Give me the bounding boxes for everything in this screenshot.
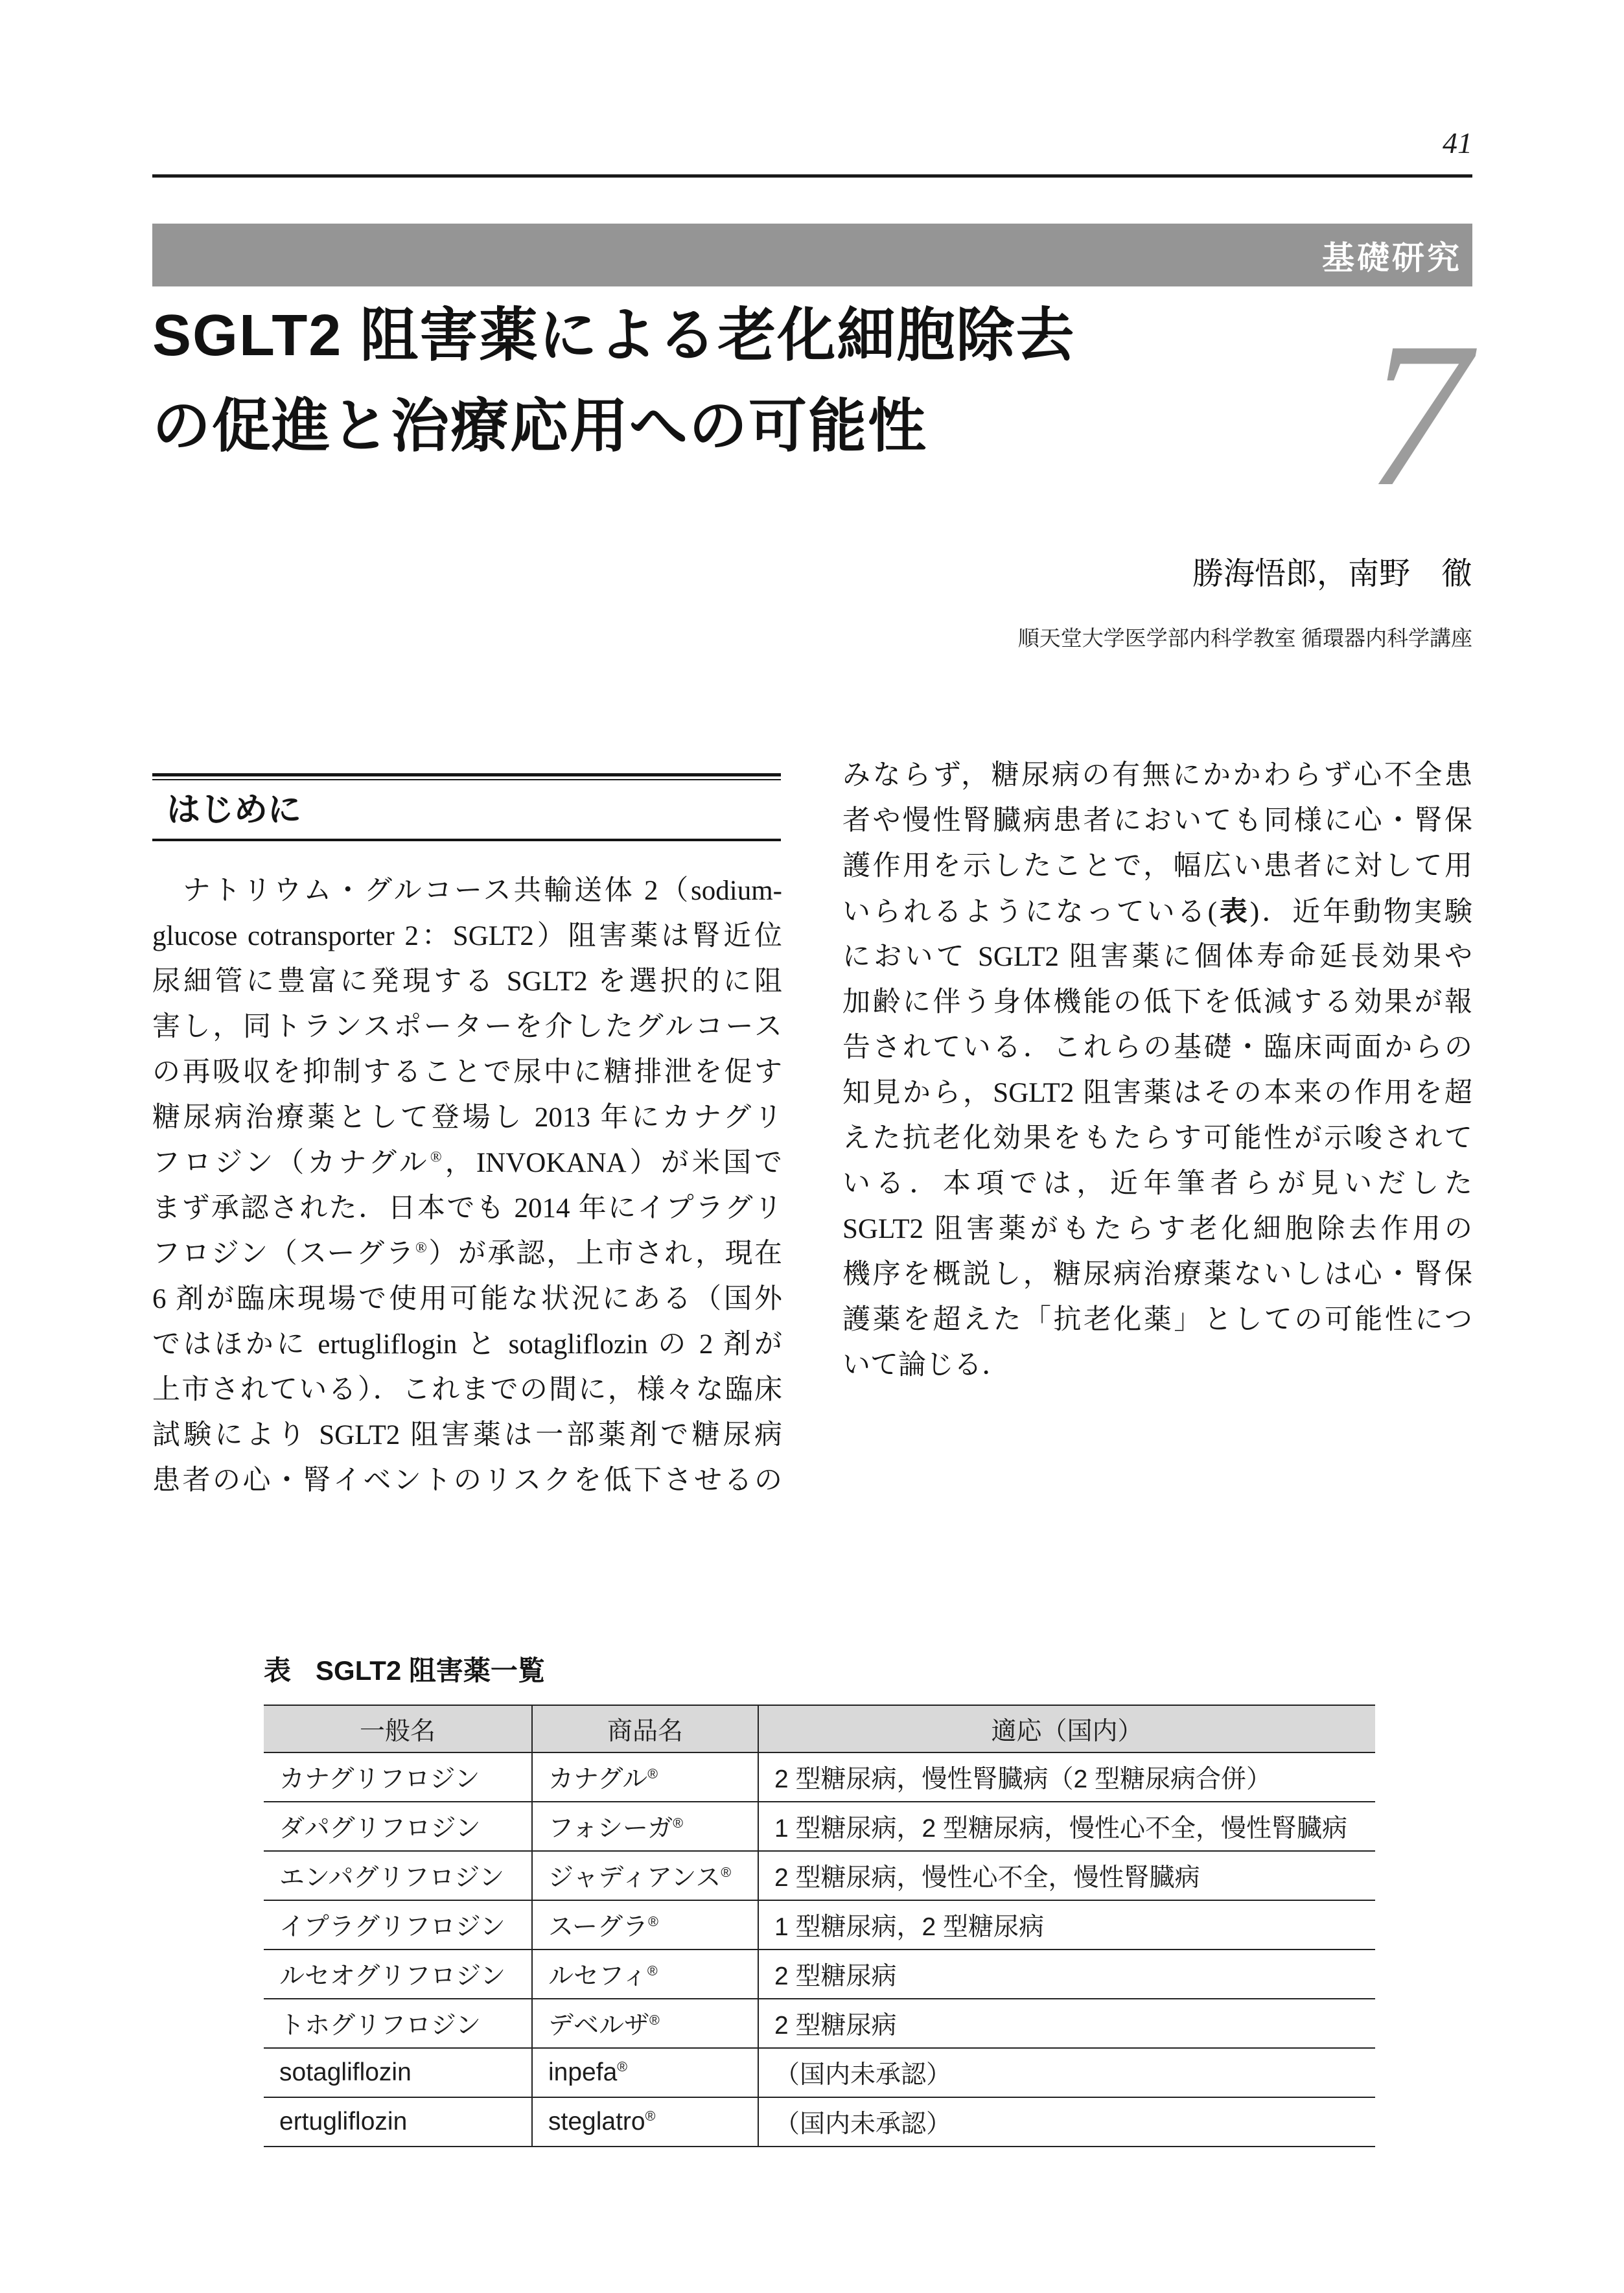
brand-name-text: inpefa	[548, 2058, 618, 2086]
text-segment: 6 剤が臨床現場で使用可能な状況にある（国外	[152, 1284, 782, 1314]
cell-brand-name	[532, 2097, 758, 2147]
text-line-right	[842, 1343, 1472, 1388]
table-row	[264, 1752, 1375, 1802]
text-segment: 知見から，SGLT2 阻害薬はその本来の作用を超	[842, 1078, 1472, 1108]
table-row	[264, 1900, 1375, 1950]
registered-mark: ®	[430, 1148, 442, 1166]
registered-mark: ®	[647, 1766, 658, 1782]
registered-mark: ®	[415, 1239, 427, 1257]
chapter-number: 7	[1366, 300, 1470, 530]
registered-mark: ®	[645, 2108, 656, 2124]
table-reference-bold: 表	[1216, 896, 1250, 927]
cell-brand-name	[532, 1900, 758, 1950]
cell-generic-name: ertugliflozin	[264, 2097, 532, 2147]
table-caption-title: SGLT2 阻害薬一覧	[316, 1655, 545, 1686]
body-column-right	[842, 753, 1472, 1388]
registered-mark: ®	[647, 1963, 658, 1979]
article-title	[152, 290, 1319, 472]
text-line-left	[152, 1141, 782, 1186]
page-number: 41	[1443, 126, 1472, 159]
text-line-right	[842, 798, 1472, 844]
text-segment: )．近年動物実験	[1249, 897, 1472, 927]
category-badge-bar	[152, 224, 1472, 286]
text-segment: 試験により SGLT2 阻害薬は一部薬剤で糖尿病	[152, 1420, 782, 1450]
table-row	[264, 1851, 1375, 1900]
text-line-right	[842, 1298, 1472, 1343]
text-line-left	[152, 1095, 782, 1141]
cell-generic-name: ルセオグリフロジン	[264, 1950, 532, 1999]
text-line-right	[842, 1116, 1472, 1161]
affiliation: 順天堂大学医学部内科学教室 循環器内科学講座	[1017, 627, 1472, 651]
header-rule	[152, 174, 1472, 178]
text-line-right	[842, 1161, 1472, 1207]
cell-brand-name	[532, 1851, 758, 1900]
text-line-right	[842, 1025, 1472, 1071]
category-badge-label: 基礎研究	[1322, 239, 1462, 276]
text-segment: 害し，同トランスポーターを介したグルコース	[152, 1012, 782, 1042]
cell-indication: （国内未承認）	[758, 2048, 1375, 2097]
table-row	[264, 2097, 1375, 2147]
text-segment: 機序を概説し，糖尿病治療薬ないしは心・腎保	[842, 1259, 1472, 1290]
registered-mark: ®	[721, 1865, 732, 1880]
text-segment: 護薬を超えた「抗老化薬」としての可能性につ	[842, 1305, 1472, 1335]
table-caption	[264, 1654, 545, 1688]
text-line-right	[842, 1071, 1472, 1116]
table-header-cell: 商品名	[532, 1705, 758, 1752]
sglt2-inhibitor-table	[264, 1705, 1375, 2147]
text-segment: 護作用を示したことで，幅広い患者に対して用	[842, 851, 1472, 881]
cell-indication: 2 型糖尿病	[758, 1999, 1375, 2048]
table-header-cell: 適応（国内）	[758, 1705, 1375, 1752]
text-line-left	[152, 1277, 782, 1322]
brand-name-text: ルセフィ	[548, 1962, 647, 1990]
cell-indication: 2 型糖尿病，慢性腎臓病（2 型糖尿病合併）	[758, 1752, 1375, 1802]
text-line-left	[152, 1231, 782, 1277]
text-segment: ，INVOKANA）が米国で	[441, 1148, 782, 1178]
cell-generic-name: sotagliflozin	[264, 2048, 532, 2097]
cell-generic-name: ダパグリフロジン	[264, 1802, 532, 1851]
text-segment: において SGLT2 阻害薬に個体寿命延長効果や	[842, 942, 1472, 972]
table-row	[264, 1950, 1375, 1999]
text-line-left	[152, 868, 782, 914]
text-segment: ではほかに ertugliflogin と sotagliflozin の 2 剤が	[152, 1329, 782, 1360]
text-line-left	[152, 1322, 782, 1368]
text-segment: 者や慢性腎臓病患者においても同様に心・腎保	[842, 806, 1472, 836]
cell-indication: 1 型糖尿病，2 型糖尿病	[758, 1900, 1375, 1950]
section-heading-block	[152, 773, 781, 841]
registered-mark: ®	[617, 2059, 628, 2075]
text-segment: 糖尿病治療薬として登場し 2013 年にカナグリ	[152, 1102, 782, 1133]
table-header-row	[264, 1705, 1375, 1752]
registered-mark: ®	[649, 2012, 660, 2028]
article-title-line1: SGLT2 阻害薬による老化細胞除去	[152, 303, 1076, 368]
text-line-right	[842, 1207, 1472, 1252]
text-segment: みならず，糖尿病の有無にかかわらず心不全患	[842, 760, 1472, 791]
text-line-left	[152, 1005, 782, 1050]
brand-name-text: スーグラ	[548, 1913, 649, 1941]
text-line-right	[842, 889, 1472, 935]
text-line-right	[842, 935, 1472, 980]
cell-indication: 1 型糖尿病，2 型糖尿病，慢性心不全，慢性腎臓病	[758, 1802, 1375, 1851]
body-column-left	[152, 868, 782, 1504]
registered-mark: ®	[673, 1815, 684, 1831]
text-segment: 尿細管に豊富に発現する SGLT2 を選択的に阻	[152, 966, 782, 997]
text-line-right	[842, 980, 1472, 1025]
section-rule-bottom	[152, 839, 781, 841]
text-segment: の再吸収を抑制することで尿中に糖排泄を促す	[152, 1057, 782, 1088]
text-line-right	[842, 1252, 1472, 1298]
authors: 勝海悟郎，南野 徹	[1192, 557, 1472, 591]
cell-generic-name: エンパグリフロジン	[264, 1851, 532, 1900]
text-segment: SGLT2 阻害薬がもたらす老化細胞除去作用の	[842, 1214, 1472, 1244]
cell-indication: 2 型糖尿病	[758, 1950, 1375, 1999]
brand-name-text: フォシーガ	[548, 1815, 673, 1843]
text-segment: いる．本項では，近年筆者らが見いだした	[842, 1169, 1472, 1199]
text-segment: いられるようになっている(	[842, 897, 1217, 927]
text-segment: 加齢に伴う身体機能の低下を低減する効果が報	[842, 987, 1472, 1018]
text-segment: まず承認された．日本でも 2014 年にイプラグリ	[152, 1193, 782, 1224]
table-row	[264, 2048, 1375, 2097]
cell-brand-name	[532, 1802, 758, 1851]
cell-generic-name: トホグリフロジン	[264, 1999, 532, 2048]
section-heading: はじめに	[167, 791, 302, 829]
text-line-right	[842, 753, 1472, 798]
text-line-left	[152, 959, 782, 1005]
table-row	[264, 1999, 1375, 2048]
cell-generic-name: イプラグリフロジン	[264, 1900, 532, 1950]
article-title-line2: の促進と治療応用への可能性	[152, 394, 927, 459]
text-segment: いて論じる．	[842, 1350, 1010, 1380]
cell-brand-name	[532, 1752, 758, 1802]
text-line-left	[152, 1050, 782, 1095]
text-line-left	[152, 1458, 782, 1504]
text-segment: 患者の心・腎イベントのリスクを低下させるの	[152, 1465, 782, 1496]
text-line-right	[842, 844, 1472, 889]
cell-generic-name: カナグリフロジン	[264, 1752, 532, 1802]
table-row	[264, 1802, 1375, 1851]
text-line-left	[152, 1186, 782, 1231]
cell-brand-name	[532, 1950, 758, 1999]
table-caption-label: 表	[264, 1655, 292, 1686]
cell-indication: 2 型糖尿病，慢性心不全，慢性腎臓病	[758, 1851, 1375, 1900]
cell-brand-name	[532, 2048, 758, 2097]
text-line-left	[152, 1413, 782, 1458]
registered-mark: ®	[648, 1914, 658, 1929]
cell-indication: （国内未承認）	[758, 2097, 1375, 2147]
text-segment: 上市されている）．これまでの間に，様々な臨床	[152, 1375, 782, 1405]
text-segment: フロジン（カナグル	[152, 1148, 430, 1178]
text-segment: 告されている．これらの基礎・臨床両面からの	[842, 1032, 1472, 1063]
brand-name-text: ジャディアンス	[548, 1864, 721, 1892]
table-header-cell: 一般名	[264, 1705, 532, 1752]
text-segment: フロジン（スーグラ	[152, 1239, 415, 1269]
section-rule-thick	[152, 773, 781, 776]
text-segment: ）が承認，上市され，現在	[426, 1239, 782, 1269]
cell-brand-name	[532, 1999, 758, 2048]
brand-name-text: steglatro	[548, 2108, 645, 2136]
brand-name-text: カナグル	[548, 1765, 648, 1793]
text-line-left	[152, 1368, 782, 1413]
text-segment: glucose cotransporter 2：SGLT2）阻害薬は腎近位	[152, 921, 782, 951]
text-line-left	[152, 914, 782, 959]
brand-name-text: デベルザ	[548, 2012, 650, 2040]
text-segment: えた抗老化効果をもたらす可能性が示唆されて	[842, 1123, 1472, 1154]
text-segment: ナトリウム・グルコース共輸送体 2（sodium-	[152, 876, 782, 906]
